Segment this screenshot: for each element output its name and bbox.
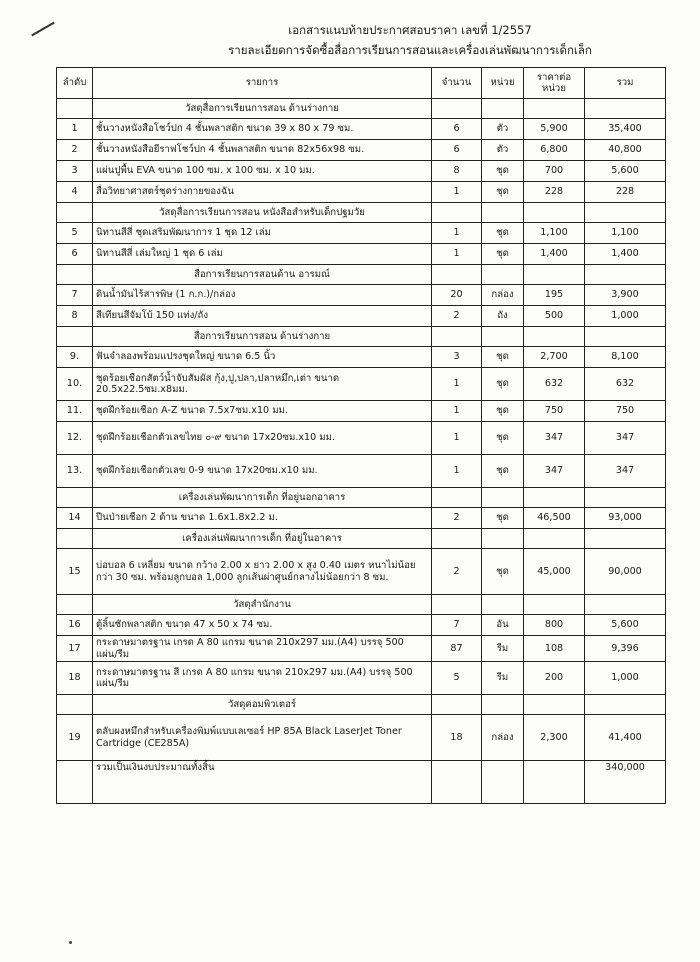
category-empty-cell: [432, 265, 482, 285]
category-empty-cell: [482, 529, 524, 549]
category-no-cell: [57, 99, 93, 119]
grand-total-price-cell: [524, 761, 585, 804]
item-total: 35,400: [585, 119, 666, 140]
category-empty-cell: [482, 327, 524, 347]
table-row: [57, 508, 666, 529]
category-empty-cell: [524, 99, 585, 119]
category-empty-cell: [585, 327, 666, 347]
row-number: 10.: [57, 368, 93, 401]
category-empty-cell: [432, 327, 482, 347]
category-row: [57, 265, 666, 285]
category-empty-cell: [482, 203, 524, 223]
grand-total-row: [57, 761, 666, 804]
grand-total-unit-cell: [482, 761, 524, 804]
item-quantity: 1: [432, 182, 482, 203]
row-number: 5: [57, 223, 93, 244]
col-header-unit: หน่วย: [482, 68, 524, 99]
item-unit-price: 228: [524, 182, 585, 203]
item-quantity: 1: [432, 223, 482, 244]
col-header-qty: จำนวน: [432, 68, 482, 99]
category-empty-cell: [585, 99, 666, 119]
item-unit: ชุด: [482, 549, 524, 595]
category-name: เครื่องเล่นพัฒนาการเด็ก ที่อยู่นอกอาคาร: [93, 488, 432, 508]
row-number: 12.: [57, 422, 93, 455]
scan-speck: [69, 941, 72, 944]
row-number: 18: [57, 662, 93, 695]
item-total: 40,800: [585, 140, 666, 161]
item-quantity: 20: [432, 285, 482, 306]
category-empty-cell: [432, 695, 482, 715]
item-unit: อัน: [482, 615, 524, 636]
item-total: 90,000: [585, 549, 666, 595]
item-unit: ตัว: [482, 140, 524, 161]
row-number: 15: [57, 549, 93, 595]
table-row: [57, 223, 666, 244]
category-name: วัสดุสื่อการเรียนการสอน หนังสือสำหรับเด็กปฐมวัย: [93, 203, 432, 223]
table-row: [57, 119, 666, 140]
item-unit: รีม: [482, 662, 524, 695]
category-empty-cell: [585, 488, 666, 508]
item-unit-price: 45,000: [524, 549, 585, 595]
item-unit: ชุด: [482, 161, 524, 182]
item-unit-price: 5,900: [524, 119, 585, 140]
item-quantity: 8: [432, 161, 482, 182]
item-unit-price: 750: [524, 401, 585, 422]
table-row: [57, 549, 666, 595]
item-total: 347: [585, 422, 666, 455]
item-quantity: 18: [432, 715, 482, 761]
item-unit: ชุด: [482, 223, 524, 244]
item-unit-price: 1,100: [524, 223, 585, 244]
item-total: 8,100: [585, 347, 666, 368]
item-quantity: 1: [432, 422, 482, 455]
row-number: 2: [57, 140, 93, 161]
col-header-item: รายการ: [93, 68, 432, 99]
item-description: แผ่นปูพื้น EVA ขนาด 100 ซม. x 100 ซม. x 10 มม.: [93, 161, 432, 182]
item-quantity: 7: [432, 615, 482, 636]
category-empty-cell: [585, 203, 666, 223]
table-row: [57, 615, 666, 636]
category-name: วัสดุสำนักงาน: [93, 595, 432, 615]
category-name: วัสดุคอมพิวเตอร์: [93, 695, 432, 715]
item-unit-price: 195: [524, 285, 585, 306]
item-unit: ถัง: [482, 306, 524, 327]
table-row: [57, 715, 666, 761]
item-description: ชุดฝึกร้อยเชือกตัวเลข 0-9 ขนาด 17x20ซม.x10 มม.: [93, 455, 432, 488]
table-row: [57, 285, 666, 306]
item-unit-price: 108: [524, 636, 585, 662]
item-total: 41,400: [585, 715, 666, 761]
item-unit: ตัว: [482, 119, 524, 140]
item-description: สื่อวิทยาศาสตร์ชุดร่างกายของฉัน: [93, 182, 432, 203]
category-empty-cell: [432, 203, 482, 223]
table-row: [57, 347, 666, 368]
item-unit: ชุด: [482, 401, 524, 422]
item-total: 1,000: [585, 306, 666, 327]
item-unit-price: 700: [524, 161, 585, 182]
table-row: [57, 422, 666, 455]
item-total: 9,396: [585, 636, 666, 662]
category-no-cell: [57, 488, 93, 508]
category-row: [57, 488, 666, 508]
table-row: [57, 636, 666, 662]
category-name: สื่อการเรียนการสอน ด้านร่างกาย: [93, 327, 432, 347]
item-description: ปีนป่ายเชือก 2 ด้าน ขนาด 1.6x1.8x2.2 ม.: [93, 508, 432, 529]
table-row: [57, 244, 666, 265]
table-row: [57, 368, 666, 401]
item-description: บ่อบอล 6 เหลี่ยม ขนาด กว้าง 2.00 x ยาว 2.00 x สูง 0.40 เมตร หนาไม่น้อยกว่า 30 ซม. พร้อมลูกบอล 1,000 ลูกเส้นผ่าศูนย์กลางไม่น้อยกว่า 8 ซม.: [93, 549, 432, 595]
category-empty-cell: [482, 265, 524, 285]
item-unit-price: 800: [524, 615, 585, 636]
item-quantity: 6: [432, 119, 482, 140]
category-row: [57, 99, 666, 119]
category-no-cell: [57, 265, 93, 285]
category-empty-cell: [432, 99, 482, 119]
document-subtitle: รายละเอียดการจัดซื้อสื่อการเรียนการสอนและเครื่องเล่นพัฒนาการเด็กเล็ก: [228, 43, 592, 57]
item-description: กระดาษมาตรฐาน เกรด A 80 แกรม ขนาด 210x297 มม.(A4) บรรจุ 500 แผ่น/รีม: [93, 636, 432, 662]
row-number: 8: [57, 306, 93, 327]
item-unit: กล่อง: [482, 715, 524, 761]
category-empty-cell: [432, 595, 482, 615]
table-header-row: [57, 68, 666, 99]
document-title: เอกสารแนบท้ายประกาศสอบราคา เลขที่ 1/2557: [288, 23, 532, 37]
item-quantity: 1: [432, 401, 482, 422]
item-quantity: 2: [432, 508, 482, 529]
category-no-cell: [57, 327, 93, 347]
item-description: ตู้ลิ้นชักพลาสติก ขนาด 47 x 50 x 74 ซม.: [93, 615, 432, 636]
item-unit: ชุด: [482, 347, 524, 368]
item-quantity: 2: [432, 549, 482, 595]
row-number: 9.: [57, 347, 93, 368]
item-description: กระดาษมาตรฐาน สี เกรด A 80 แกรม ขนาด 210x297 มม.(A4) บรรจุ 500 แผ่น/รีม: [93, 662, 432, 695]
item-quantity: 87: [432, 636, 482, 662]
item-quantity: 6: [432, 140, 482, 161]
item-quantity: 2: [432, 306, 482, 327]
item-quantity: 3: [432, 347, 482, 368]
grand-total-value: 340,000: [585, 761, 666, 804]
item-total: 1,100: [585, 223, 666, 244]
item-total: 347: [585, 455, 666, 488]
item-total: 5,600: [585, 615, 666, 636]
category-empty-cell: [482, 99, 524, 119]
item-unit-price: 632: [524, 368, 585, 401]
procurement-table: [56, 67, 666, 804]
category-empty-cell: [585, 529, 666, 549]
table-row: [57, 662, 666, 695]
item-quantity: 1: [432, 368, 482, 401]
item-unit-price: 347: [524, 422, 585, 455]
item-description: ชั้นวางหนังสือยีราฟโชว์ปก 4 ชั้นพลาสติก ขนาด 82x56x98 ซม.: [93, 140, 432, 161]
category-empty-cell: [482, 488, 524, 508]
item-unit-price: 46,500: [524, 508, 585, 529]
item-description: ตลับผงหมึกสำหรับเครื่องพิมพ์แบบเลเซอร์ HP 85A Black LaserJet Toner Cartridge (CE285A): [93, 715, 432, 761]
item-unit: รีม: [482, 636, 524, 662]
row-number: 4: [57, 182, 93, 203]
item-unit-price: 1,400: [524, 244, 585, 265]
category-empty-cell: [524, 529, 585, 549]
grand-total-label: รวมเป็นเงินงบประมาณทั้งสิ้น: [93, 761, 432, 804]
row-number: 6: [57, 244, 93, 265]
table-row: [57, 140, 666, 161]
item-unit-price: 347: [524, 455, 585, 488]
item-description: สีเทียนสีจัมโบ้ 150 แท่ง/ถัง: [93, 306, 432, 327]
category-name: สื่อการเรียนการสอนด้าน อารมณ์: [93, 265, 432, 285]
item-unit: ชุด: [482, 244, 524, 265]
item-total: 632: [585, 368, 666, 401]
table-row: [57, 455, 666, 488]
item-unit: ชุด: [482, 508, 524, 529]
item-unit: ชุด: [482, 455, 524, 488]
item-description: ชั้นวางหนังสือโชว์ปก 4 ชั้นพลาสติก ขนาด 39 x 80 x 79 ซม.: [93, 119, 432, 140]
col-header-price: ราคาต่อ หน่วย: [524, 68, 585, 99]
category-empty-cell: [432, 529, 482, 549]
item-description: นิทานสีสี่ เล่มใหญ่ 1 ชุด 6 เล่ม: [93, 244, 432, 265]
category-empty-cell: [524, 595, 585, 615]
item-unit-price: 2,700: [524, 347, 585, 368]
item-description: ดินน้ำมันไร้สารพิษ (1 ก.ก.)/กล่อง: [93, 285, 432, 306]
category-empty-cell: [482, 595, 524, 615]
category-empty-cell: [585, 265, 666, 285]
row-number: 16: [57, 615, 93, 636]
table-row: [57, 306, 666, 327]
item-quantity: 1: [432, 244, 482, 265]
table-row: [57, 182, 666, 203]
item-total: 1,000: [585, 662, 666, 695]
item-total: 93,000: [585, 508, 666, 529]
item-total: 228: [585, 182, 666, 203]
item-unit-price: 6,800: [524, 140, 585, 161]
item-total: 5,600: [585, 161, 666, 182]
item-total: 3,900: [585, 285, 666, 306]
item-unit-price: 500: [524, 306, 585, 327]
row-number: 3: [57, 161, 93, 182]
category-name: วัสดุสื่อการเรียนการสอน ด้านร่างกาย: [93, 99, 432, 119]
row-number: 19: [57, 715, 93, 761]
row-number: 7: [57, 285, 93, 306]
category-row: [57, 529, 666, 549]
item-description: ฟันจำลองพร้อมแปรงชุดใหญ่ ขนาด 6.5 นิ้ว: [93, 347, 432, 368]
item-unit-price: 200: [524, 662, 585, 695]
item-unit: ชุด: [482, 182, 524, 203]
category-empty-cell: [585, 595, 666, 615]
item-description: ชุดร้อยเชือกสัตว์น้ำจับสัมผัส กุ้ง,ปู,ปลา,ปลาหมึก,เต่า ขนาด 20.5x22.5ซม.x8มม.: [93, 368, 432, 401]
category-row: [57, 695, 666, 715]
item-total: 750: [585, 401, 666, 422]
item-unit: กล่อง: [482, 285, 524, 306]
category-empty-cell: [524, 695, 585, 715]
row-number: 14: [57, 508, 93, 529]
category-no-cell: [57, 595, 93, 615]
item-description: ชุดฝึกร้อยเชือก A-Z ขนาด 7.5x7ซม.x10 มม.: [93, 401, 432, 422]
grand-total-qty-cell: [432, 761, 482, 804]
col-header-no: ลำดับ: [57, 68, 93, 99]
row-number: 11.: [57, 401, 93, 422]
grand-total-no-cell: [57, 761, 93, 804]
item-description: นิทานสีสี่ ชุดเสริมพัฒนาการ 1 ชุด 12 เล่ม: [93, 223, 432, 244]
category-no-cell: [57, 695, 93, 715]
category-row: [57, 327, 666, 347]
item-quantity: 1: [432, 455, 482, 488]
table-row: [57, 401, 666, 422]
row-number: 1: [57, 119, 93, 140]
table-body: [57, 99, 666, 761]
category-row: [57, 203, 666, 223]
category-empty-cell: [524, 203, 585, 223]
item-unit-price: 2,300: [524, 715, 585, 761]
category-empty-cell: [524, 488, 585, 508]
category-no-cell: [57, 529, 93, 549]
category-empty-cell: [524, 327, 585, 347]
category-no-cell: [57, 203, 93, 223]
row-number: 13.: [57, 455, 93, 488]
pen-mark: [31, 22, 55, 37]
item-description: ชุดฝึกร้อยเชือกตัวเลขไทย ๐-๙ ขนาด 17x20ซม.x10 มม.: [93, 422, 432, 455]
col-header-total: รวม: [585, 68, 666, 99]
item-unit: ชุด: [482, 368, 524, 401]
category-empty-cell: [524, 265, 585, 285]
item-total: 1,400: [585, 244, 666, 265]
item-quantity: 5: [432, 662, 482, 695]
item-unit: ชุด: [482, 422, 524, 455]
category-empty-cell: [482, 695, 524, 715]
category-name: เครื่องเล่นพัฒนาการเด็ก ที่อยู่ในอาคาร: [93, 529, 432, 549]
category-empty-cell: [432, 488, 482, 508]
category-row: [57, 595, 666, 615]
category-empty-cell: [585, 695, 666, 715]
table-row: [57, 161, 666, 182]
row-number: 17: [57, 636, 93, 662]
